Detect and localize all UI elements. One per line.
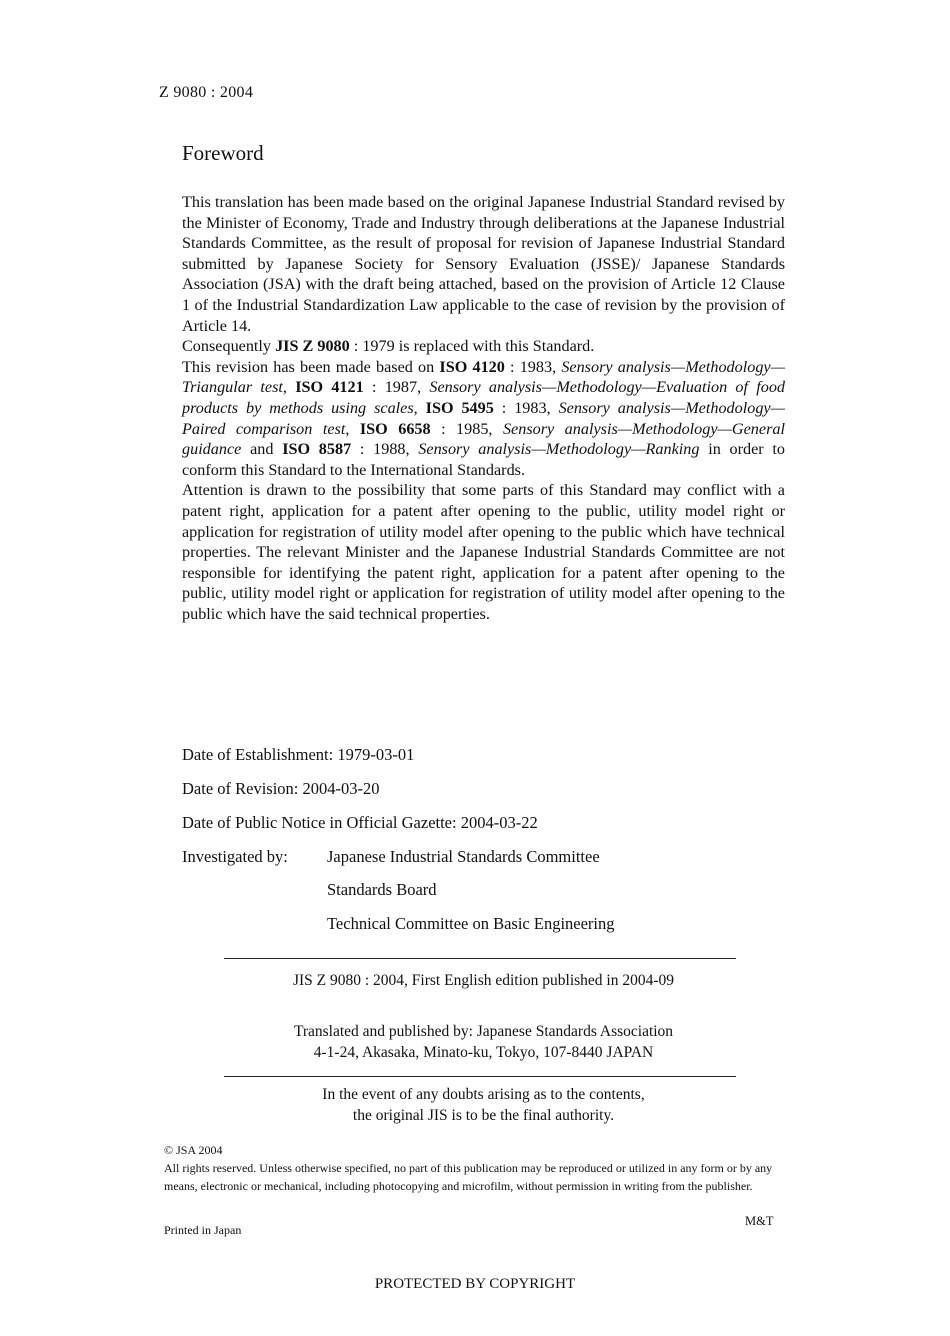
authority-note-line2: the original JIS is to be the final authority.	[352, 1107, 615, 1124]
iso-year: : 1983,	[504, 357, 562, 376]
iso-year: : 1983,	[493, 398, 559, 417]
investigated-by-label: Investigated by:	[182, 847, 288, 866]
publisher-address: 4-1-24, Akasaka, Minato-ku, Tokyo, 107-8440 JAPAN	[313, 1044, 654, 1061]
document-code: Z 9080 : 2004	[159, 84, 254, 101]
separator: and	[241, 440, 283, 459]
replacement-pre: Consequently	[182, 337, 276, 356]
paragraph-translation-basis: This translation has been made based on the original Japanese Industrial Standard revised by the Minister of Economy, Trade and Industry through deliberations at the Japanese Industrial Standards Committee, as the result of proposal for revision of Japanese Industrial Standard submitted by Japanese Society for Sensory Evaluation (JSSE)/ Japanese Standards Association (JSA) with the draft being attached, based on the provision of Article 12 Clause 1 of the Industrial Standardization Law applicable to the case of revision by the provision of Article 14.	[182, 193, 785, 335]
iso-year: : 1987,	[363, 378, 430, 397]
separator: ,	[413, 398, 426, 417]
iso-title: Sensory analysis—Methodology—General guidance	[182, 419, 785, 459]
divider-bottom	[224, 1076, 736, 1077]
iso-title: Sensory analysis—Methodology—Triangular test	[182, 357, 785, 397]
edition-note: JIS Z 9080 : 2004, First English edition published in 2004-09	[292, 972, 675, 989]
divider-top	[224, 958, 736, 959]
authority-note-line1: In the event of any doubts arising as to the contents,	[322, 1086, 645, 1103]
investigated-by-committee: Japanese Industrial Standards Committee	[327, 847, 600, 866]
iso-year: : 1985,	[430, 419, 503, 438]
iso-year: : 1988,	[351, 440, 419, 459]
iso-ref-5495: ISO 5495	[425, 398, 494, 417]
date-public-notice: Date of Public Notice in Official Gazette: 2004-03-22	[182, 813, 538, 832]
replacement-post: : 1979 is replaced with this Standard.	[349, 337, 595, 356]
replaced-standard: JIS Z 9080	[275, 337, 350, 356]
iso-ref-4121: ISO 4121	[295, 378, 364, 397]
rights-statement: All rights reserved. Unless otherwise specified, no part of this publication may be reproduced or utilized in any form or by any means, electronic or mechanical, including photocopying and microfilm, without permission in writing from the publisher.	[164, 1161, 773, 1193]
page-title: Foreword	[182, 141, 264, 165]
paragraph-iso-references	[182, 357, 785, 481]
iso-title: Sensory analysis—Methodology—Ranking	[418, 440, 700, 459]
publisher-mark: M&T	[745, 1214, 774, 1228]
foreword-body	[182, 192, 785, 624]
date-revision: Date of Revision: 2004-03-20	[182, 779, 380, 798]
investigated-by-board: Standards Board	[327, 880, 437, 899]
iso-ref-6658: ISO 6658	[359, 419, 431, 438]
printed-in: Printed in Japan	[164, 1223, 242, 1237]
iso-intro: This revision has been made based on	[182, 357, 440, 376]
paragraph-patent-notice: Attention is drawn to the possibility that some parts of this Standard may conflict with a patent right, application for a patent after opening to the public, utility model right or application for registration of utility model after opening to the public which have technical properties. The relevant Minister and the Japanese Industrial Standards Committee are not responsible for identifying the patent right, application for a patent after opening to the public, utility model right or application for registration of utility model after opening to the public which have the said technical properties.	[182, 481, 785, 623]
iso-title: Sensory analysis—Methodology—Evaluation of food products by methods using scales	[182, 378, 786, 417]
iso-ref-8587: ISO 8587	[282, 440, 352, 459]
iso-title: Sensory analysis—Methodology—Paired comparison test	[182, 398, 785, 438]
investigated-by-technical-committee: Technical Committee on Basic Engineering	[327, 914, 615, 933]
copyright-footer: PROTECTED BY COPYRIGHT	[374, 1276, 576, 1292]
paragraph-replacement	[182, 336, 785, 357]
separator: ,	[345, 419, 360, 438]
separator: ,	[282, 378, 296, 397]
date-establishment: Date of Establishment: 1979-03-01	[182, 745, 415, 764]
iso-outro: in order to conform this Standard to the International Standards.	[182, 440, 786, 479]
iso-ref-4120: ISO 4120	[439, 357, 505, 376]
copyright-notice: © JSA 2004	[164, 1143, 223, 1157]
publisher-line: Translated and published by: Japanese Standards Association	[293, 1023, 674, 1040]
